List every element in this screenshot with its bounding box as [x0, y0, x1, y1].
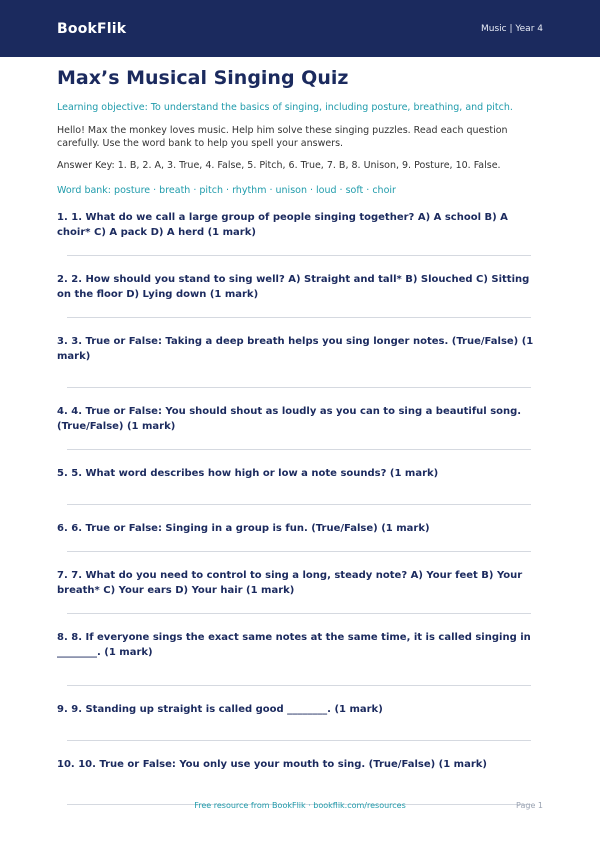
question-item [57, 568, 543, 614]
answer-line[interactable] [67, 504, 531, 505]
question-text: 4. 4. True or False: You should shout as loudly as you can to sing a beautiful song. (True/False) (1 mark) [57, 406, 522, 432]
answer-line[interactable] [67, 685, 531, 686]
question-text: 2. 2. How should you stand to sing well? A) Straight and tall* B) Slouched C) Sitting on the floor D) Lying down (1 mark) [57, 274, 530, 300]
question-text: 9. 9. Standing up straight is called good ________. (1 mark) [57, 704, 383, 715]
page-number: Page 1 [516, 801, 543, 810]
answer-line[interactable] [67, 613, 531, 614]
question-text: 5. 5. What word describes how high or low a note sounds? (1 mark) [57, 468, 439, 479]
question-text: 8. 8. If everyone sings the exact same notes at the same time, it is called singing in ________. (1 mark) [57, 632, 531, 658]
worksheet-title: Max’s Musical Singing Quiz [57, 67, 349, 89]
question-item [57, 404, 543, 450]
page-footer [0, 800, 600, 816]
worksheet-content [57, 66, 543, 805]
subject-year-label: Music | Year 4 [480, 23, 543, 34]
word-bank: Word bank: posture · breath · pitch · rhythm · unison · loud · soft · choir [57, 185, 396, 196]
question-item [57, 334, 543, 388]
question-item [57, 272, 543, 318]
intro-paragraph: Hello! Max the monkey loves music. Help him solve these singing puzzles. Read each question carefully. Use the word bank to help you spell your answers. [57, 125, 508, 149]
answer-key: Answer Key: 1. B, 2. A, 3. True, 4. False, 5. Pitch, 6. True, 7. B, 8. Unison, 9. Posture, 10. False. [57, 160, 501, 171]
question-text: 7. 7. What do you need to control to sing a long, steady note? A) Your feet B) Your breath* C) Your ears D) Your hair (1 mark) [57, 570, 523, 596]
answer-line[interactable] [67, 740, 531, 741]
brand-logo-text[interactable]: BookFlik [57, 20, 127, 37]
top-banner [0, 0, 600, 57]
answer-line[interactable] [67, 551, 531, 552]
answer-line[interactable] [67, 255, 531, 256]
question-item [57, 757, 543, 805]
answer-line[interactable] [67, 317, 531, 318]
question-text: 6. 6. True or False: Singing in a group is fun. (True/False) (1 mark) [57, 523, 430, 534]
question-text: 10. 10. True or False: You only use your mouth to sing. (True/False) (1 mark) [57, 759, 487, 770]
footer-resource-link[interactable]: Free resource from BookFlik · bookflik.com/resources [194, 801, 406, 810]
question-item [57, 521, 543, 552]
question-list [57, 210, 543, 805]
question-text: 1. 1. What do we call a large group of people singing together? A) A school B) A choir* C) A pack D) A herd (1 mark) [57, 212, 508, 238]
question-item [57, 630, 543, 686]
learning-objective: Learning objective: To understand the basics of singing, including posture, breathing, and pitch. [57, 102, 513, 113]
answer-line[interactable] [67, 449, 531, 450]
question-item [57, 702, 543, 741]
question-text: 3. 3. True or False: Taking a deep breath helps you sing longer notes. (True/False) (1 mark) [57, 336, 534, 362]
question-item [57, 466, 543, 505]
answer-line[interactable] [67, 387, 531, 388]
question-item [57, 210, 543, 256]
